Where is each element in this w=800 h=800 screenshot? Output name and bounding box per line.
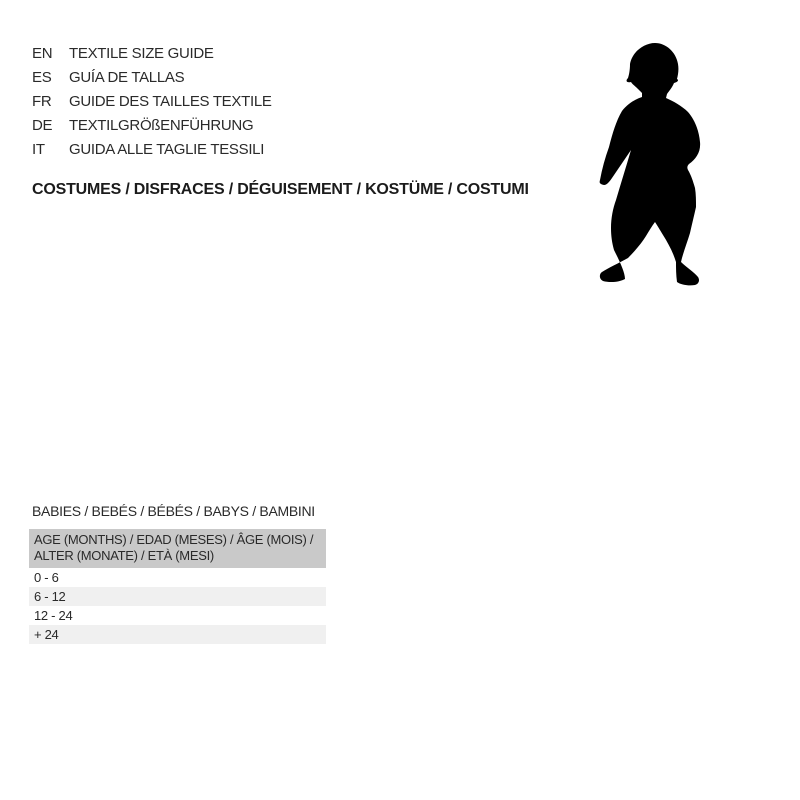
language-label: GUIDA ALLE TAGLIE TESSILI	[69, 140, 265, 158]
language-label: TEXTILE SIZE GUIDE	[69, 44, 214, 62]
language-row-fr	[32, 89, 272, 113]
language-guide-list	[32, 41, 272, 161]
language-label: GUÍA DE TALLAS	[69, 68, 185, 86]
language-label: GUIDE DES TAILLES TEXTILE	[69, 92, 272, 110]
language-label: TEXTILGRÖßENFÜHRUNG	[69, 116, 254, 134]
language-row-it	[32, 137, 272, 161]
language-code: IT	[32, 140, 45, 158]
language-code: DE	[32, 116, 53, 134]
age-size-table	[29, 529, 326, 644]
age-range-row: 0 - 6	[29, 568, 326, 587]
age-range-row: 6 - 12	[29, 587, 326, 606]
language-row-es	[32, 65, 272, 89]
age-range-row: + 24	[29, 625, 326, 644]
age-table-header: AGE (MONTHS) / EDAD (MESES) / ÂGE (MOIS) / ALTER (MONATE) / ETÀ (MESI)	[29, 529, 326, 568]
language-row-de	[32, 113, 272, 137]
language-row-en	[32, 41, 272, 65]
language-code: FR	[32, 92, 52, 110]
category-title: COSTUMES / DISFRACES / DÉGUISEMENT / KOSTÜME / COSTUMI	[32, 181, 529, 198]
language-code: ES	[32, 68, 52, 86]
size-section-heading: BABIES / BEBÉS / BÉBÉS / BABYS / BAMBINI	[32, 503, 315, 519]
baby-silhouette-path	[600, 43, 700, 285]
language-code: EN	[32, 44, 53, 62]
baby-silhouette-icon	[598, 40, 710, 290]
age-range-row: 12 - 24	[29, 606, 326, 625]
